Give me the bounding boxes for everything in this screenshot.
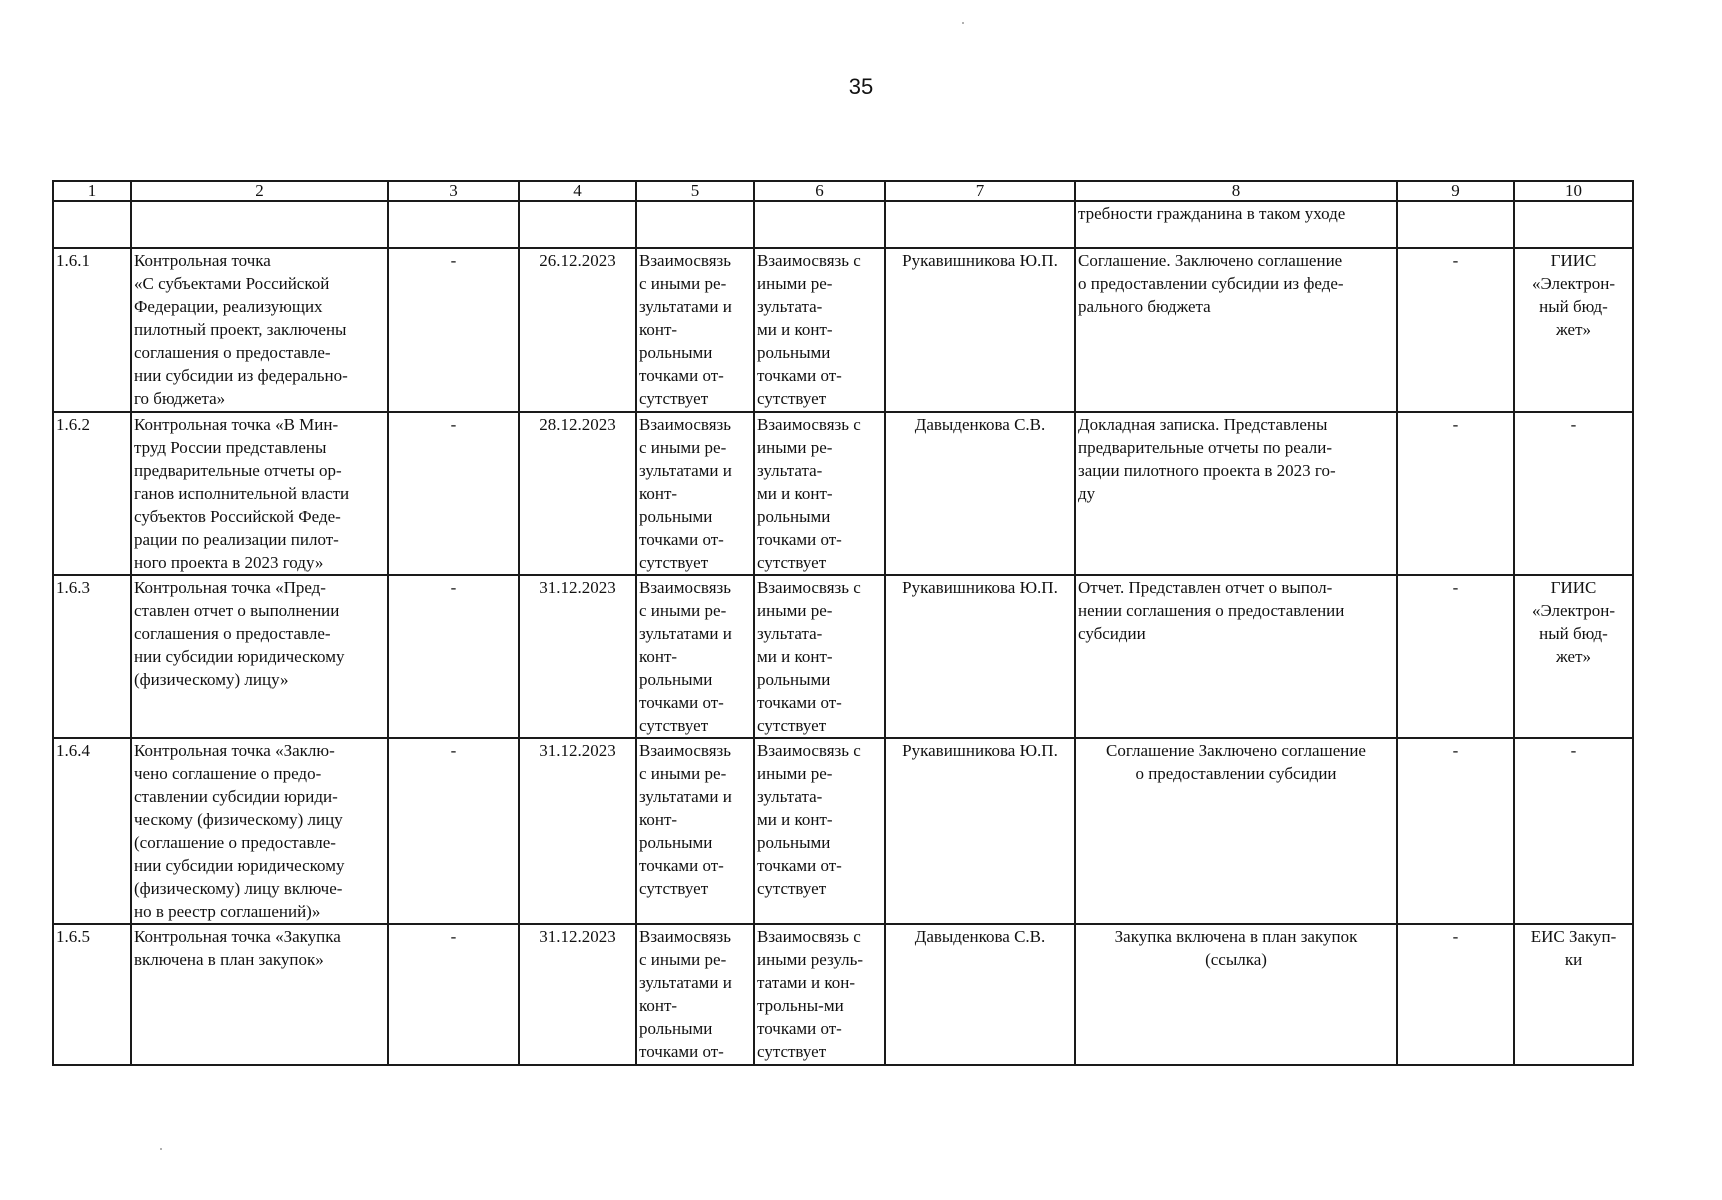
column-number: 10 — [1514, 181, 1633, 201]
checkpoint-description: Контрольная точка «Пред- ставлен отчет о выполнении соглашения о предоставле- нии субсидии юридическому (физическому) лицу» — [131, 575, 388, 738]
responsible-person: Рукавишникова Ю.П. — [885, 248, 1075, 412]
linkage-results: Взаимосвязь с иными ре- зультатами и конт- рольными точками от- — [636, 924, 754, 1065]
linkage-results: Взаимосвязь с иными ре- зультатами и конт- рольными точками от- сутствует — [636, 248, 754, 412]
row-number: 1.6.5 — [53, 924, 131, 1065]
table-row — [53, 412, 1633, 575]
column-number: 2 — [131, 181, 388, 201]
checkpoint-description: Контрольная точка «С субъектами Российской Федерации, реализующих пилотный проект, заключены соглашения о предоставле- нии субсидии из федерально- го бюджета» — [131, 248, 388, 412]
responsible-person: Рукавишникова Ю.П. — [885, 575, 1075, 738]
column-number: 6 — [754, 181, 885, 201]
col3-value: - — [388, 924, 519, 1065]
responsible-person: Давыденкова С.В. — [885, 924, 1075, 1065]
column-number: 8 — [1075, 181, 1397, 201]
page-number: 35 — [848, 74, 874, 99]
col9-value: - — [1397, 738, 1514, 924]
linkage-checkpoints: Взаимосвязь с иными ре- зультата- ми и конт- рольными точками от- сутствует — [754, 575, 885, 738]
column-number: 4 — [519, 181, 636, 201]
row-number: 1.6.1 — [53, 248, 131, 412]
due-date: 31.12.2023 — [519, 924, 636, 1065]
linkage-checkpoints: Взаимосвязь с иными ре- зультата- ми и конт- рольными точками от- сутствует — [754, 738, 885, 924]
column-number: 1 — [53, 181, 131, 201]
table-row — [53, 738, 1633, 924]
scan-speck — [160, 1148, 162, 1150]
col9-value: - — [1397, 248, 1514, 412]
due-date: 31.12.2023 — [519, 575, 636, 738]
column-number-row — [53, 181, 1633, 201]
result-document: Закупка включена в план закупок (ссылка) — [1075, 924, 1397, 1065]
due-date: 26.12.2023 — [519, 248, 636, 412]
column-number: 7 — [885, 181, 1075, 201]
due-date: 31.12.2023 — [519, 738, 636, 924]
linkage-results: Взаимосвязь с иными ре- зультатами и конт- рольными точками от- сутствует — [636, 575, 754, 738]
checkpoint-description: Контрольная точка «Заклю- чено соглашение о предо- ставлении субсидии юриди- ческому (физическому) лицу (соглашение о предоставле- нии субсидии юридическому (физическому) лицу включе- но в реестр соглашений)» — [131, 738, 388, 924]
result-document: Соглашение Заключено соглашение о предоставлении субсидии — [1075, 738, 1397, 924]
linkage-checkpoints: Взаимосвязь с иными ре- зультата- ми и конт- рольными точками от- сутствует — [754, 412, 885, 575]
column-number: 9 — [1397, 181, 1514, 201]
col3-value: - — [388, 738, 519, 924]
information-system: ГИИС «Электрон- ный бюд- жет» — [1514, 248, 1633, 412]
result-document: Соглашение. Заключено соглашение о предоставлении субсидии из феде- рального бюджета — [1075, 248, 1397, 412]
column-number: 5 — [636, 181, 754, 201]
row-number: 1.6.3 — [53, 575, 131, 738]
linkage-checkpoints: Взаимосвязь с иными резуль- татами и кон- трольны-ми точками от- сутствует — [754, 924, 885, 1065]
responsible-person: Рукавишникова Ю.П. — [885, 738, 1075, 924]
col3-value: - — [388, 412, 519, 575]
col9-value: - — [1397, 924, 1514, 1065]
information-system: - — [1514, 412, 1633, 575]
checkpoint-description: Контрольная точка «Закупка включена в план закупок» — [131, 924, 388, 1065]
col3-value: - — [388, 248, 519, 412]
continuation-row — [53, 201, 1633, 248]
linkage-checkpoints: Взаимосвязь с иными ре- зультата- ми и конт- рольными точками от- сутствует — [754, 248, 885, 412]
row-number: 1.6.4 — [53, 738, 131, 924]
information-system: ЕИС Закуп- ки — [1514, 924, 1633, 1065]
col9-value: - — [1397, 575, 1514, 738]
col9-value: - — [1397, 412, 1514, 575]
information-system: - — [1514, 738, 1633, 924]
due-date: 28.12.2023 — [519, 412, 636, 575]
checkpoint-table — [52, 180, 1634, 1066]
continued-result-text: требности гражданина в таком уходе — [1075, 201, 1397, 248]
table-row — [53, 924, 1633, 1065]
information-system: ГИИС «Электрон- ный бюд- жет» — [1514, 575, 1633, 738]
result-document: Отчет. Представлен отчет о выпол- нении соглашения о предоставлении субсидии — [1075, 575, 1397, 738]
table-row — [53, 575, 1633, 738]
result-document: Докладная записка. Представлены предварительные отчеты по реали- зации пилотного проекта в 2023 го- ду — [1075, 412, 1397, 575]
scan-speck — [962, 22, 964, 24]
linkage-results: Взаимосвязь с иными ре- зультатами и конт- рольными точками от- сутствует — [636, 412, 754, 575]
row-number: 1.6.2 — [53, 412, 131, 575]
responsible-person: Давыденкова С.В. — [885, 412, 1075, 575]
column-number: 3 — [388, 181, 519, 201]
table-row — [53, 248, 1633, 412]
linkage-results: Взаимосвязь с иными ре- зультатами и конт- рольными точками от- сутствует — [636, 738, 754, 924]
checkpoint-description: Контрольная точка «В Мин- труд России представлены предварительные отчеты ор- ганов исполнительной власти субъектов Российской Феде- рации по реализации пилот- ного проекта в 2023 году» — [131, 412, 388, 575]
col3-value: - — [388, 575, 519, 738]
